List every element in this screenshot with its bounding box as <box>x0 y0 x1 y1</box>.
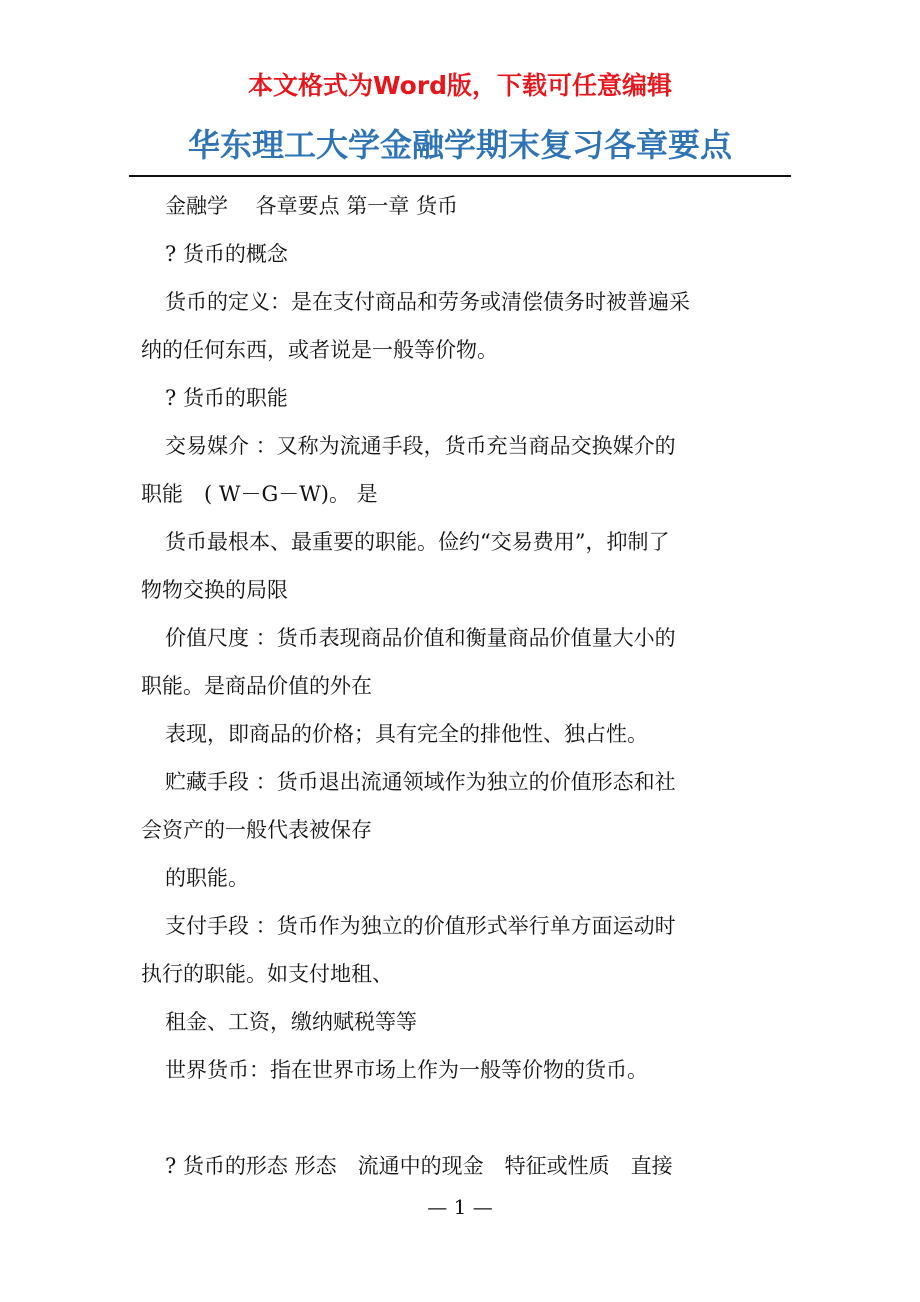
text-line: ? 货币的形态 形态 流通中的现金 特征或性质 直接 <box>165 1154 673 1178</box>
text-line: 交易媒介 ：又称为流通手段，货币充当商品交换媒介的 <box>165 434 676 458</box>
text-line: 货币的定义：是在支付商品和劳务或清偿债务时被普遍采 <box>165 290 690 314</box>
text-line: 表现，即商品的价格；具有完全的排他性、独占性。 <box>165 722 648 746</box>
text-line: 价值尺度 ：货币表现商品价值和衡量商品价值量大小的 <box>165 626 676 650</box>
text-line: 租金、工资，缴纳赋税等等 <box>165 1010 417 1034</box>
text-line: 职能。是商品价值的外在 <box>141 674 372 698</box>
document-title: 华东理工大学金融学期末复习各章要点 <box>187 126 732 164</box>
text-line: ? 货币的职能 <box>165 386 288 410</box>
page-number: — 1 — <box>427 1195 493 1219</box>
format-banner: 本文格式为Word版，下载可任意编辑 <box>247 71 673 100</box>
document-body <box>141 182 791 1190</box>
text-line: 世界货币：指在世界市场上作为一般等价物的货币。 <box>165 1058 648 1082</box>
text-line: 职能 ( W－G－W)。 是 <box>141 482 378 506</box>
title-divider <box>129 175 791 177</box>
text-line: 支付手段 ：货币作为独立的价值形式举行单方面运动时 <box>165 914 676 938</box>
text-line: 金融学 各章要点 第一章 货币 <box>165 194 459 218</box>
text-line: 纳的任何东西，或者说是一般等价物。 <box>141 338 498 362</box>
text-line: 执行的职能。如支付地租、 <box>141 962 393 986</box>
text-line: 物物交换的局限 <box>141 578 288 602</box>
text-line: 货币最根本、最重要的职能。俭约“交易费用”，抑制了 <box>165 530 670 554</box>
blank-line <box>141 1094 791 1142</box>
text-line: ? 货币的概念 <box>165 242 288 266</box>
text-line: 贮藏手段 ：货币退出流通领域作为独立的价值形态和社 <box>165 770 676 794</box>
text-line: 会资产的一般代表被保存 <box>141 818 372 842</box>
text-line: 的职能。 <box>165 866 249 890</box>
